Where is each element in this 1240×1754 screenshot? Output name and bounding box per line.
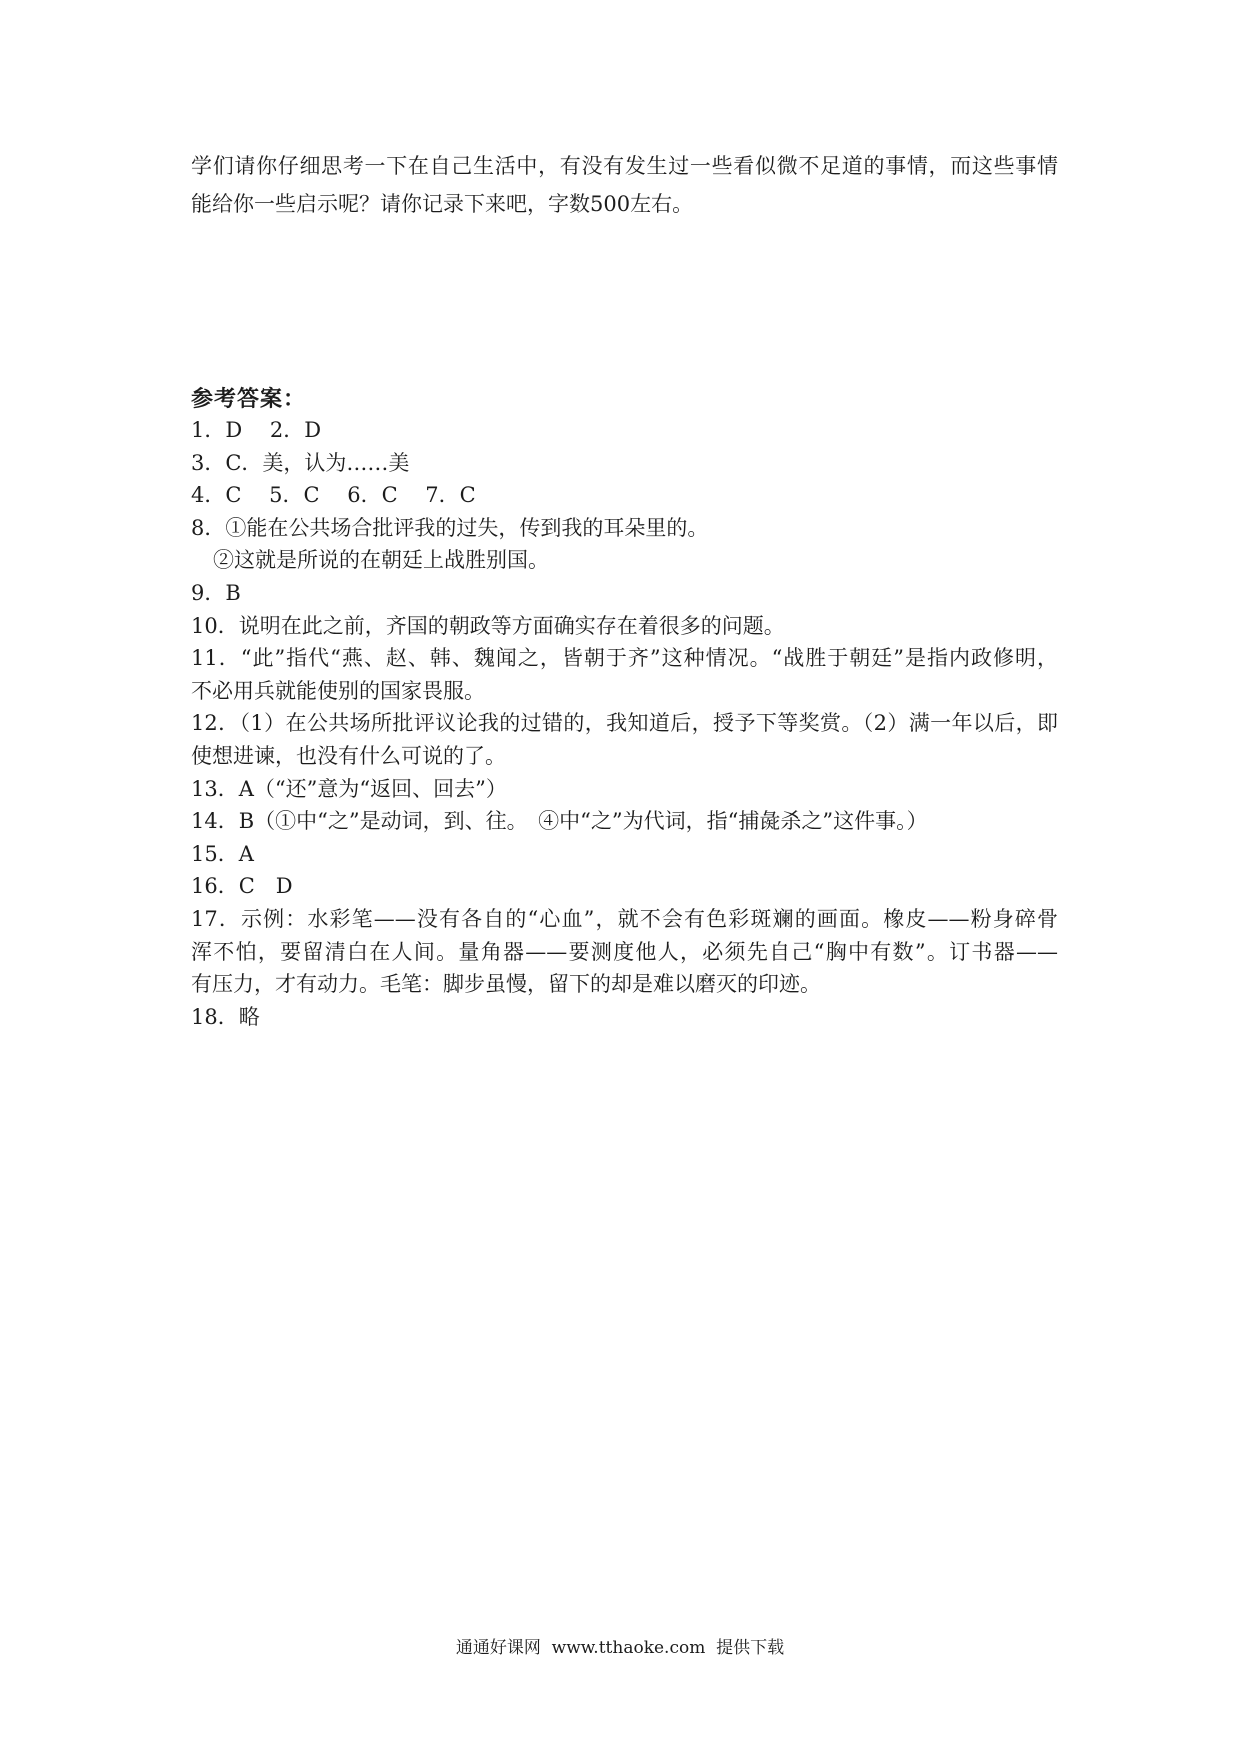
- answer-line: 浑不怕，要留清白在人间。量角器——要测度他人，必须先自己“胸中有数”。订书器——: [191, 939, 1058, 964]
- answer-line: 14．B（①中“之”是动词，到、往。 ④中“之”为代词，指“捕彘杀之”这件事。）: [191, 809, 928, 834]
- answer-line: 8．①能在公共场合批评我的过失，传到我的耳朵里的。: [191, 515, 709, 540]
- prompt-line: 学们请你仔细思考一下在自己生活中，有没有发生过一些看似微不足道的事情，而这些事情: [191, 154, 1058, 178]
- answer-line: 4．C 5．C 6．C 7．C: [191, 483, 476, 508]
- answer-line: 不必用兵就能使别的国家畏服。: [191, 678, 485, 703]
- answer-list: [191, 414, 1058, 1033]
- answer-line: 13．A（“还”意为“返回、回去”）: [191, 776, 507, 801]
- prompt-line: 能给你一些启示呢？请你记录下来吧，字数500左右。: [191, 192, 694, 216]
- answer-line: 18．略: [191, 1004, 260, 1029]
- answer-line: 有压力，才有动力。毛笔：脚步虽慢，留下的却是难以磨灭的印迹。: [191, 972, 821, 997]
- answer-line: 12．（1）在公共场所批评议论我的过错的，我知道后，授予下等奖赏。（2）满一年以后，即: [191, 711, 1058, 736]
- answer-line: ②这就是所说的在朝廷上战胜别国。: [213, 548, 549, 573]
- answer-line: 10．说明在此之前，齐国的朝政等方面确实存在着很多的问题。: [191, 613, 785, 638]
- answer-line: 16．C D: [191, 874, 293, 899]
- answer-line: 11．“此”指代“燕、赵、韩、魏闻之，皆朝于齐”这种情况。“战胜于朝廷”是指内政修明，: [191, 646, 1058, 671]
- answer-line: 15．A: [191, 841, 254, 866]
- answer-line: 9．B: [191, 580, 241, 605]
- answers-heading: 参考答案：: [191, 386, 307, 412]
- answer-line: 17．示例：水彩笔——没有各自的“心血”，就不会有色彩斑斓的画面。橡皮——粉身碎骨: [191, 906, 1058, 931]
- answer-line: 1．D 2．D: [191, 418, 322, 442]
- page-footer: 通通好课网 www.tthaoke.com 提供下载: [455, 1638, 785, 1658]
- writing-prompt: [191, 147, 1058, 223]
- answer-line: 3．C．美，认为……美: [191, 450, 410, 475]
- answer-line: 使想进谏，也没有什么可说的了。: [191, 743, 506, 768]
